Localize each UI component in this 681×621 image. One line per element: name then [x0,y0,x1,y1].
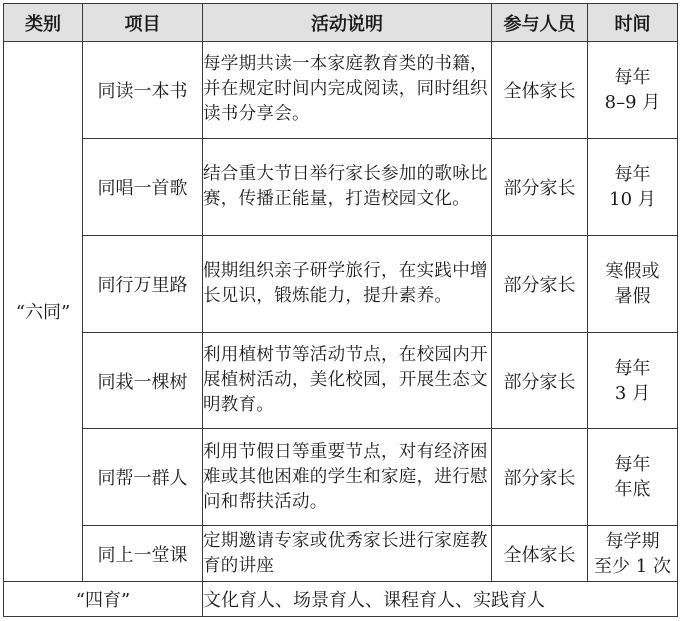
time-cell [588,429,678,526]
summary-content-cell: 文化育人、场景育人、课程育人、实践育人 [203,581,678,616]
header-description: 活动说明 [203,4,492,42]
activity-table [3,3,678,617]
time-cell [588,526,678,582]
table-row [4,429,678,526]
time-cell [588,42,678,139]
participants-cell: 部分家长 [492,138,588,235]
participants-cell: 全体家长 [492,42,588,139]
time-cell [588,138,678,235]
header-participants: 参与人员 [492,4,588,42]
item-cell: 同读一本书 [83,42,203,139]
category-cell: “六同” [4,42,83,582]
item-cell: 同帮一群人 [83,429,203,526]
participants-cell: 部分家长 [492,235,588,332]
header-category: 类别 [4,4,83,42]
time-text: 每年 3 月 [614,357,651,404]
participants-cell: 全体家长 [492,526,588,582]
table-row [4,235,678,332]
description-cell: 利用节假日等重要节点，对有经济困难或其他困难的学生和家庭，进行慰问和帮扶活动。 [203,429,492,526]
time-text: 每学期 至少 1 次 [594,530,671,577]
description-cell: 结合重大节日举行家长参加的歌咏比赛，传播正能量，打造校园文化。 [203,138,492,235]
description-cell: 利用植树节等活动节点，在校园内开展植树活动，美化校园，开展生态文明教育。 [203,332,492,429]
item-cell: 同行万里路 [83,235,203,332]
table-row [4,138,678,235]
time-text: 每年 10 月 [609,163,656,210]
summary-category-cell: “四育” [4,581,203,616]
time-text: 每年 8–9 月 [604,66,661,113]
time-text: 每年 年底 [614,454,651,501]
header-row [4,4,678,42]
header-time: 时间 [588,4,678,42]
item-cell: 同栽一棵树 [83,332,203,429]
description-cell: 定期邀请专家或优秀家长进行家庭教育的讲座 [203,526,492,582]
participants-cell: 部分家长 [492,429,588,526]
table-row [4,332,678,429]
item-cell: 同唱一首歌 [83,138,203,235]
description-cell: 每学期共读一本家庭教育类的书籍，并在规定时间内完成阅读，同时组织读书分享会。 [203,42,492,139]
time-text: 寒假或 暑假 [605,260,660,307]
table-row [4,42,678,139]
time-cell [588,235,678,332]
summary-row [4,581,678,616]
description-cell: 假期组织亲子研学旅行，在实践中增长见识，锻炼能力，提升素养。 [203,235,492,332]
table-row [4,526,678,582]
time-cell [588,332,678,429]
header-item: 项目 [83,4,203,42]
item-cell: 同上一堂课 [83,526,203,582]
participants-cell: 部分家长 [492,332,588,429]
